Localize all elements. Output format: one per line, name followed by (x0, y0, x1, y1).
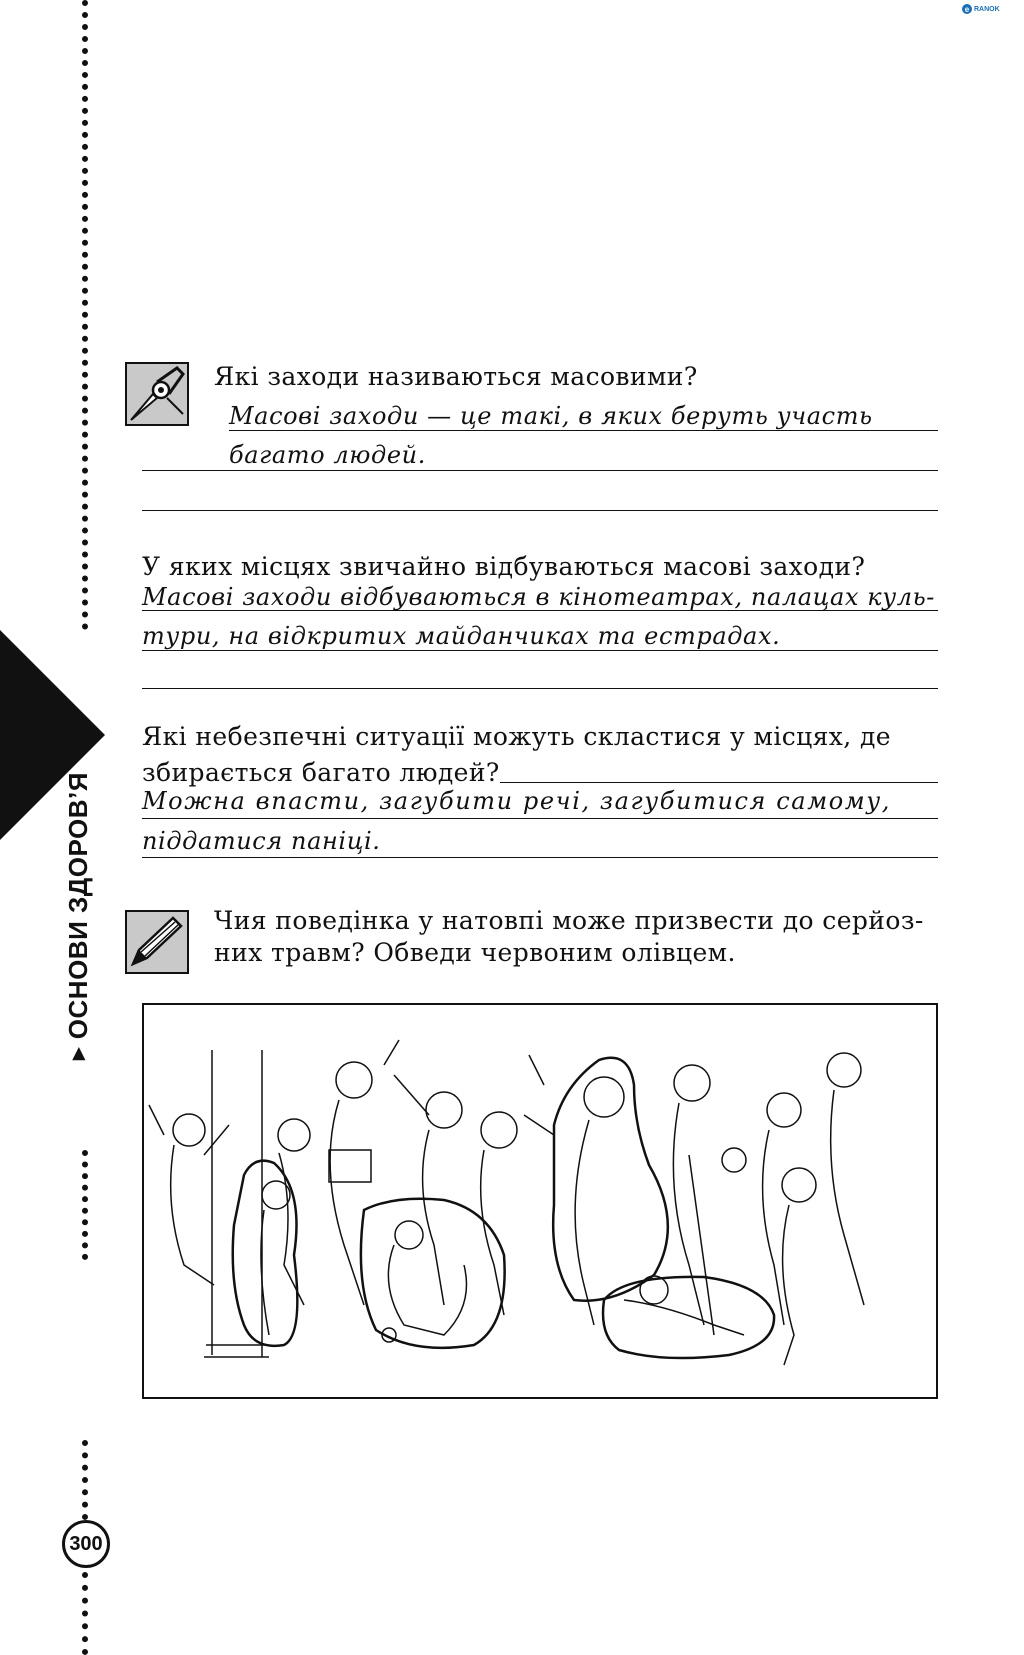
answer-2-line-1: Масові заходи відбуваються в кінотеатрах, палацах куль- (142, 583, 935, 611)
compass-pen-icon (125, 362, 189, 426)
crowd-drawing (144, 1005, 936, 1397)
answer-line (142, 688, 938, 689)
question-3-line-2: збирається багато людей? (142, 758, 500, 787)
margin-dotted-line-middle (82, 1150, 88, 1260)
question-2: У яких місцях звичайно відбуваються масові заходи? (142, 552, 866, 581)
question-3-line-1: Які небезпечні ситуації можуть скластися у місцях, де (142, 722, 891, 751)
answer-line (500, 782, 938, 783)
question-1: Які заходи називаються масовими? (214, 362, 698, 391)
answer-line (142, 610, 938, 611)
answer-2-line-2: тури, на відкритих майданчиках та естрадах. (142, 622, 781, 650)
answer-line (229, 430, 938, 431)
pencil-icon (125, 910, 189, 974)
margin-dotted-line-bottom-a (82, 1440, 88, 1520)
answer-line (142, 510, 938, 511)
answer-line (142, 470, 938, 471)
answer-3-line-1: Можна впасти, загубити речі, загубитися самому, (142, 787, 892, 815)
answer-line (142, 650, 938, 651)
section-title-text: ОСНОВИ ЗДОРОВ’Я (62, 772, 93, 1040)
task-line-1: Чия поведінка у натовпі може призвести до серйоз- (214, 906, 924, 935)
margin-dotted-line-bottom-b (82, 1572, 88, 1655)
answer-1-line-2: багато людей. (229, 441, 426, 469)
page-number: 300 (62, 1520, 110, 1568)
answer-line (142, 857, 938, 858)
task-line-2: них травм? Обведи червоним олівцем. (214, 938, 736, 967)
publisher-logo-text: RANOK (974, 5, 1000, 13)
answer-line (142, 818, 938, 819)
crowd-illustration (142, 1003, 938, 1399)
answer-1-line-1: Масові заходи — це такі, в яких беруть участь (229, 402, 873, 430)
answer-3-line-2: піддатися паніці. (142, 827, 381, 855)
margin-dotted-line-top (82, 0, 88, 630)
publisher-logo-mark: e (962, 4, 972, 14)
publisher-logo (962, 2, 1010, 16)
section-arrow-icon: ▶ (70, 1047, 87, 1060)
sidebar-section-title (58, 772, 98, 1060)
